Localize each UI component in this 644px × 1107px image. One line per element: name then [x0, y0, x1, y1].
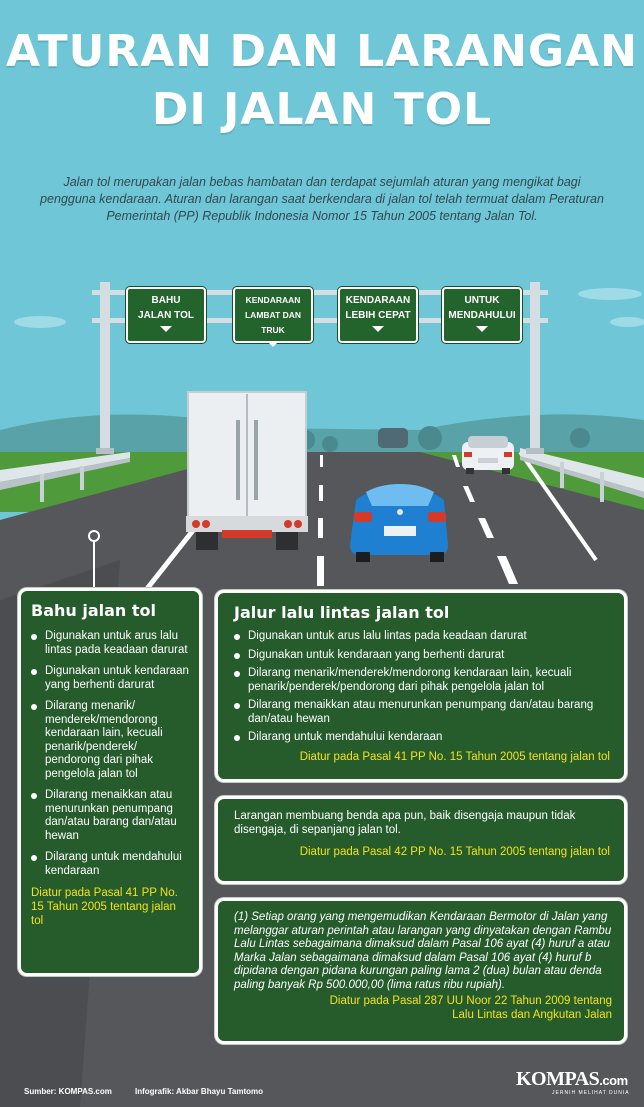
source-credit: Sumber: KOMPAS.com: [24, 1087, 112, 1096]
sign-line: KENDARAAN: [345, 295, 411, 306]
bahu-jalan-tol-panel: [18, 588, 202, 976]
uu-sanction-panel: [215, 898, 627, 1044]
arrow-down-icon: [267, 341, 279, 347]
sign-line: JALAN TOL: [138, 310, 194, 321]
page-title-line-1: ATURAN DAN LARANGAN: [5, 26, 638, 77]
logo-main: KOMPAS: [516, 1068, 600, 1090]
bahu-rules-list: [31, 630, 189, 878]
sign-line: BAHU: [151, 295, 181, 306]
kompas-logo: [516, 1068, 628, 1091]
jalur-lalu-lintas-panel: [215, 590, 627, 782]
panel-title: Jalur lalu lintas jalan tol: [234, 603, 450, 622]
intro-text: Jalan tol merupakan jalan bebas hambatan dan terdapat sejumlah aturan yang mengikat bagi pengguna kendaraan. Aturan dan larangan saat berkendara di jalan tol telah termuat dalam Peraturan Pemerintah (PP) Republik Indonesia Nomor 15 Tahun 2005 tentang Jalan Tol.: [40, 175, 604, 223]
white-car: [462, 436, 514, 474]
list-item: Digunakan untuk kendaraan yang berhenti darurat: [234, 649, 610, 663]
sign-line: KENDARAAN: [245, 295, 301, 305]
sign-line: UNTUK: [464, 295, 500, 306]
list-item: Dilarang menaikkan atau menurunkan penumpang dan/atau barang dan/atau hewan: [31, 789, 189, 843]
sign-untuk-mendahului: [442, 287, 522, 343]
panel-title: Bahu jalan tol: [31, 601, 156, 620]
panel-text: Larangan membuang benda apa pun, baik disengaja maupun tidak disengaja, di sepanjang jalan tol.: [234, 810, 576, 836]
list-item: Dilarang menarik/ menderek/mendorong kendaraan lain, kecuali penarik/penderek/ pendorong dari pihak pengelola jalan tol: [31, 700, 189, 781]
sign-kendaraan-cepat: [338, 287, 418, 343]
panel-text: (1) Setiap orang yang mengemudikan Kendaraan Bermotor di Jalan yang melanggar aturan perintah atau larangan yang dinyatakan dengan Rambu Lalu Lintas sebagaimana dimaksud dalam Pasal 106 ayat (4) huruf a atau Marka Jalan sebagaimana dimaksud dalam Pasal 106 ayat (4) huruf b dipidana dengan pidana kurungan paling lama 2 (dua) bulan atau denda paling banyak Rp 500.000,00 (lima ratus ribu rupiah).: [234, 911, 612, 991]
list-item: Digunakan untuk kendaraan yang berhenti darurat: [31, 665, 189, 692]
legal-reference: Diatur pada Pasal 287 UU Noor 22 Tahun 2009 tentang: [329, 995, 612, 1007]
list-item: Dilarang untuk mendahului kendaraan: [234, 731, 610, 745]
list-item: Dilarang untuk mendahului kendaraan: [31, 851, 189, 878]
sign-line: LEBIH CEPAT: [345, 310, 411, 321]
arrow-down-icon: [476, 326, 488, 332]
legal-reference: Diatur pada Pasal 41 PP No. 15 Tahun 2005 tentang jalan tol: [31, 887, 178, 927]
truck: [186, 392, 308, 550]
list-item: Digunakan untuk arus lalu lintas pada keadaan darurat: [234, 630, 610, 644]
larangan-membuang-panel: [215, 796, 627, 884]
legal-reference: Diatur pada Pasal 42 PP No. 15 Tahun 2005 tentang jalan tol: [299, 846, 610, 858]
infographic-credit: Infografik: Akbar Bhayu Tamtomo: [135, 1087, 264, 1096]
list-item: Dilarang menaikkan atau menurunkan penumpang dan/atau barang dan/atau hewan: [234, 699, 610, 726]
arrow-down-icon: [160, 326, 172, 332]
jalur-rules-list: [234, 630, 610, 745]
logo-suffix: .com: [599, 1073, 628, 1088]
legal-reference: Lalu Lintas dan Angkutan Jalan: [452, 1009, 612, 1021]
legal-reference: Diatur pada Pasal 41 PP No. 15 Tahun 2005 tentang jalan tol: [299, 750, 610, 763]
page-title-line-2: DI JALAN TOL: [151, 84, 493, 135]
arrow-down-icon: [372, 326, 384, 332]
sign-line: LAMBAT DAN TRUK: [244, 310, 302, 335]
logo-tagline: JERNIH MELIHAT DUNIA: [552, 1090, 630, 1096]
list-item: Digunakan untuk arus lalu lintas pada keadaan darurat: [31, 630, 189, 657]
blue-car: [350, 484, 448, 562]
list-item: Dilarang menarik/menderek/mendorong kendaraan lain, kecuali penarik/penderek/pendorong dari pihak pengelola jalan tol: [234, 667, 610, 694]
sign-bahu-jalan-tol: [126, 287, 206, 343]
sign-kendaraan-lambat: [233, 287, 313, 343]
sign-line: MENDAHULUI: [448, 310, 516, 321]
distant-car: [378, 428, 408, 448]
